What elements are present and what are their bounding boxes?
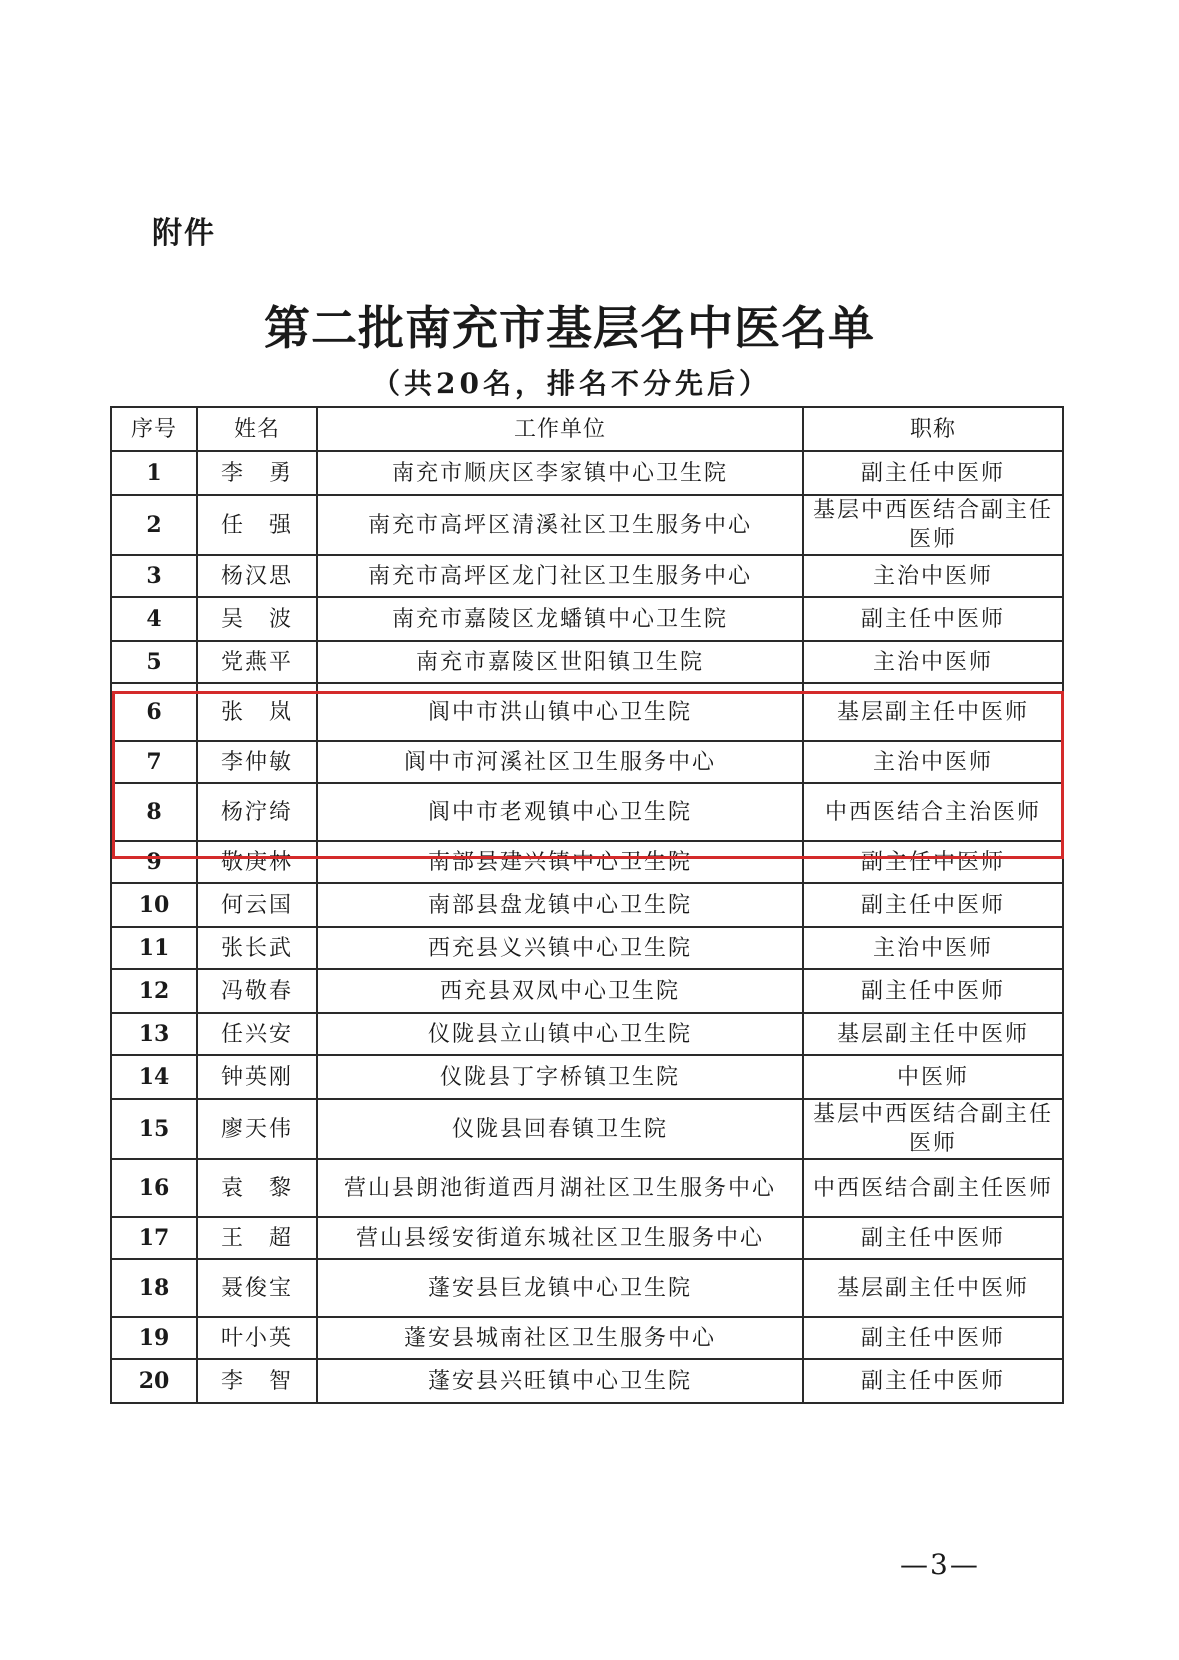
row-unit: 南充市高坪区龙门社区卫生服务中心 xyxy=(317,555,803,597)
row-name: 李仲敏 xyxy=(197,741,317,783)
row-unit: 蓬安县兴旺镇中心卫生院 xyxy=(317,1359,803,1403)
row-number: 9 xyxy=(111,841,197,883)
row-name: 袁 黎 xyxy=(197,1159,317,1217)
row-title: 中医师 xyxy=(803,1055,1063,1099)
column-header-name: 姓名 xyxy=(197,407,317,451)
row-title: 副主任中医师 xyxy=(803,1317,1063,1359)
table-row xyxy=(111,555,1063,597)
row-name: 党燕平 xyxy=(197,641,317,683)
row-name: 钟英刚 xyxy=(197,1055,317,1099)
row-title: 中西医结合副主任医师 xyxy=(803,1159,1063,1217)
row-name: 李 勇 xyxy=(197,451,317,495)
row-number: 3 xyxy=(111,555,197,597)
row-number: 8 xyxy=(111,783,197,841)
row-title: 主治中医师 xyxy=(803,927,1063,969)
table-row xyxy=(111,1217,1063,1259)
row-unit: 蓬安县巨龙镇中心卫生院 xyxy=(317,1259,803,1317)
row-name: 张 岚 xyxy=(197,683,317,741)
row-number: 17 xyxy=(111,1217,197,1259)
row-unit: 阆中市洪山镇中心卫生院 xyxy=(317,683,803,741)
row-number: 5 xyxy=(111,641,197,683)
table-row xyxy=(111,969,1063,1013)
row-title: 副主任中医师 xyxy=(803,841,1063,883)
row-number: 18 xyxy=(111,1259,197,1317)
row-unit: 南部县盘龙镇中心卫生院 xyxy=(317,883,803,927)
table-row xyxy=(111,927,1063,969)
table-row xyxy=(111,1159,1063,1217)
row-name: 任 强 xyxy=(197,495,317,555)
row-title: 基层中西医结合副主任医师 xyxy=(803,495,1063,555)
page-subtitle: （共20名，排名不分先后） xyxy=(372,367,771,400)
table-row xyxy=(111,641,1063,683)
row-name: 杨汉思 xyxy=(197,555,317,597)
table-row xyxy=(111,783,1063,841)
row-title: 副主任中医师 xyxy=(803,451,1063,495)
row-title: 主治中医师 xyxy=(803,641,1063,683)
row-unit: 阆中市老观镇中心卫生院 xyxy=(317,783,803,841)
row-unit: 南充市高坪区清溪社区卫生服务中心 xyxy=(317,495,803,555)
table-row xyxy=(111,741,1063,783)
row-title: 副主任中医师 xyxy=(803,1359,1063,1403)
page-number: —3— xyxy=(900,1548,980,1581)
column-header-number: 序号 xyxy=(111,407,197,451)
row-unit: 蓬安县城南社区卫生服务中心 xyxy=(317,1317,803,1359)
attachment-label: 附件 xyxy=(152,216,216,251)
column-header-unit: 工作单位 xyxy=(317,407,803,451)
row-title: 基层副主任中医师 xyxy=(803,683,1063,741)
row-number: 4 xyxy=(111,597,197,641)
row-number: 10 xyxy=(111,883,197,927)
row-title: 主治中医师 xyxy=(803,555,1063,597)
table-body xyxy=(111,451,1063,1403)
row-name: 任兴安 xyxy=(197,1013,317,1055)
row-title: 基层副主任中医师 xyxy=(803,1013,1063,1055)
row-unit: 西充县双凤中心卫生院 xyxy=(317,969,803,1013)
row-number: 19 xyxy=(111,1317,197,1359)
row-number: 1 xyxy=(111,451,197,495)
table-row xyxy=(111,841,1063,883)
table-row xyxy=(111,1099,1063,1159)
row-unit: 南充市嘉陵区世阳镇卫生院 xyxy=(317,641,803,683)
row-number: 6 xyxy=(111,683,197,741)
row-unit: 南充市嘉陵区龙蟠镇中心卫生院 xyxy=(317,597,803,641)
table-row xyxy=(111,1013,1063,1055)
row-unit: 阆中市河溪社区卫生服务中心 xyxy=(317,741,803,783)
row-name: 吴 波 xyxy=(197,597,317,641)
table-row xyxy=(111,1317,1063,1359)
row-number: 13 xyxy=(111,1013,197,1055)
row-name: 廖天伟 xyxy=(197,1099,317,1159)
table-row xyxy=(111,1055,1063,1099)
row-name: 聂俊宝 xyxy=(197,1259,317,1317)
row-title: 副主任中医师 xyxy=(803,969,1063,1013)
row-number: 20 xyxy=(111,1359,197,1403)
row-title: 主治中医师 xyxy=(803,741,1063,783)
row-title: 副主任中医师 xyxy=(803,883,1063,927)
table-row xyxy=(111,597,1063,641)
column-header-title: 职称 xyxy=(803,407,1063,451)
row-title: 基层副主任中医师 xyxy=(803,1259,1063,1317)
row-number: 16 xyxy=(111,1159,197,1217)
row-number: 15 xyxy=(111,1099,197,1159)
row-unit: 仪陇县丁字桥镇卫生院 xyxy=(317,1055,803,1099)
row-title: 中西医结合主治医师 xyxy=(803,783,1063,841)
row-title: 副主任中医师 xyxy=(803,597,1063,641)
row-title: 基层中西医结合副主任医师 xyxy=(803,1099,1063,1159)
row-unit: 仪陇县回春镇卫生院 xyxy=(317,1099,803,1159)
row-unit: 西充县义兴镇中心卫生院 xyxy=(317,927,803,969)
page-title: 第二批南充市基层名中医名单 xyxy=(264,301,875,355)
table-row xyxy=(111,883,1063,927)
table-row xyxy=(111,683,1063,741)
row-number: 12 xyxy=(111,969,197,1013)
row-unit: 营山县绥安街道东城社区卫生服务中心 xyxy=(317,1217,803,1259)
table-row xyxy=(111,1259,1063,1317)
row-name: 杨泞绮 xyxy=(197,783,317,841)
doctor-list-table xyxy=(110,406,1064,1404)
table-row xyxy=(111,451,1063,495)
row-number: 11 xyxy=(111,927,197,969)
table-row xyxy=(111,1359,1063,1403)
row-unit: 营山县朗池街道西月湖社区卫生服务中心 xyxy=(317,1159,803,1217)
table-header-row xyxy=(111,407,1063,451)
row-name: 张长武 xyxy=(197,927,317,969)
row-unit: 南充市顺庆区李家镇中心卫生院 xyxy=(317,451,803,495)
row-name: 王 超 xyxy=(197,1217,317,1259)
row-unit: 仪陇县立山镇中心卫生院 xyxy=(317,1013,803,1055)
row-unit: 南部县建兴镇中心卫生院 xyxy=(317,841,803,883)
row-number: 2 xyxy=(111,495,197,555)
row-name: 何云国 xyxy=(197,883,317,927)
table-row xyxy=(111,495,1063,555)
row-number: 7 xyxy=(111,741,197,783)
row-name: 叶小英 xyxy=(197,1317,317,1359)
row-name: 冯敬春 xyxy=(197,969,317,1013)
row-name: 敬庚林 xyxy=(197,841,317,883)
row-number: 14 xyxy=(111,1055,197,1099)
row-name: 李 智 xyxy=(197,1359,317,1403)
row-title: 副主任中医师 xyxy=(803,1217,1063,1259)
